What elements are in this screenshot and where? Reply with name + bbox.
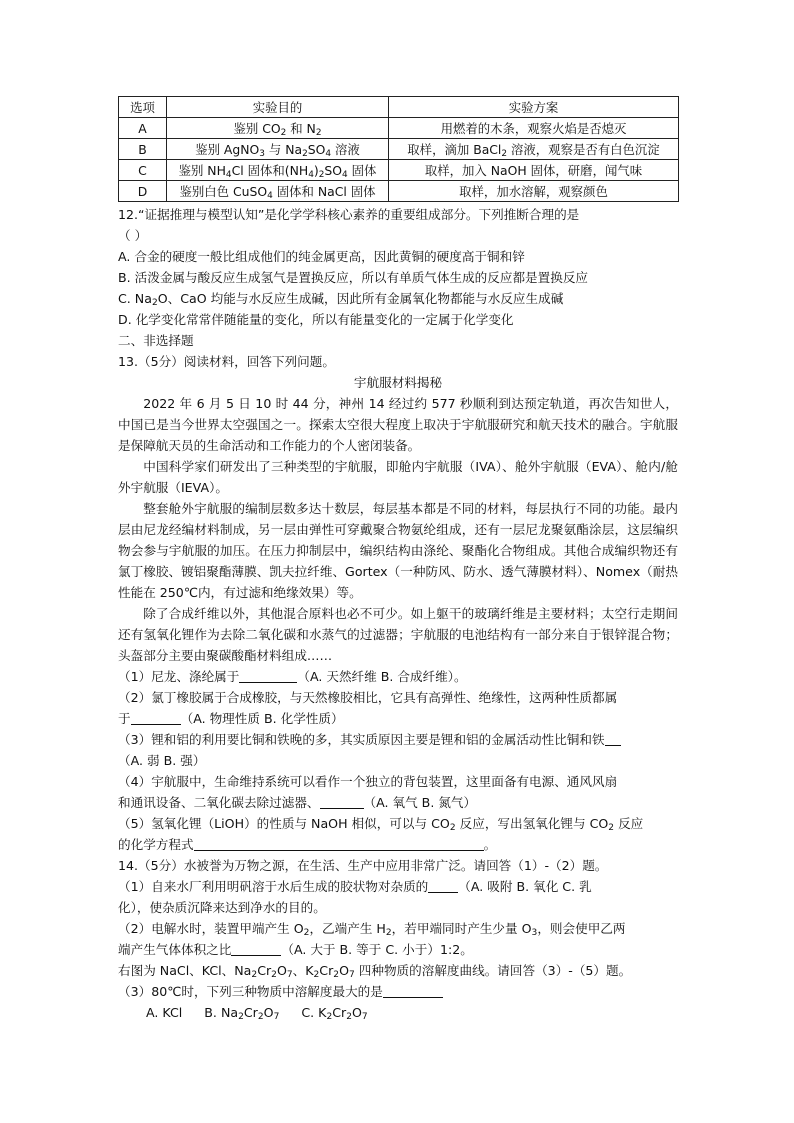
- table-row: [119, 118, 679, 139]
- goal-cell: 鉴别白色 CuSO$_4$ 固体和 NaCl 固体: [167, 181, 389, 202]
- q14-intro: 右图为 NaCl、KCl、$Na_2Cr_2O_7$、$K_2Cr_2O_7$ 四种物质的溶解度曲线。请回答（3）-（5）题。: [118, 963, 632, 980]
- q13-sub4-line2: 和通讯设备、二氧化碳去除过滤器、 （A. 氧气 B. 氮气）: [118, 795, 477, 810]
- option-a: A. KCl: [146, 1005, 183, 1020]
- q13-sub3-line2: （A. 弱 B. 强）: [118, 753, 206, 768]
- q14-stem: 14.（5分）水被誉为万物之源，在生活、生产中应用非常广泛。请回答（1）-（2）题。: [118, 858, 608, 873]
- article-paragraph-4: 除了合成纤维以外，其他混合原料也必不可少。如上躯干的玻璃纤维是主要材料；太空行走期间还有氢氧化锂作为去除二氧化碳和水蒸气的过滤器；宇航服的电池结构有一部分来自于银锌混合物；头盔部分主要由聚碳酸酯材料组成……: [118, 606, 678, 663]
- goal-cell: 鉴别 $CO_2$ 和 $N_2$: [167, 118, 389, 139]
- q14-sub1-line2: 化），使杂质沉降来达到净水的目的。: [118, 900, 326, 915]
- answer-blank[interactable]: [131, 710, 181, 725]
- table-row: [119, 139, 679, 160]
- table-header-option: 选项: [119, 97, 167, 118]
- q13-sub5-line2: 的化学方程式 。: [118, 837, 497, 852]
- plan-cell: 取样，加水溶解，观察颜色: [389, 181, 679, 202]
- answer-blank[interactable]: [239, 668, 297, 683]
- article-paragraph-1: 2022 年 6 月 5 日 10 时 44 分，神州 14 经过约 577 秒顺利到达预定轨道，再次告知世人，中国已是当今世界太空强国之一。探索太空很大程度上取决于宇航服研究和航天技术的融合。宇航服是保障航天员的生命活动和工作能力的个人密闭装备。: [118, 396, 678, 453]
- q12-paren: （ ）: [118, 228, 148, 243]
- plan-cell: 取样，滴加 BaCl$_2$ 溶液，观察是否有白色沉淀: [389, 139, 679, 160]
- option-label: A: [119, 118, 167, 139]
- q12-stem: 12.“证据推理与模型认知”是化学学科核心素养的重要组成部分。下列推断合理的是: [118, 207, 580, 222]
- plan-cell: 取样，加入 NaOH 固体，研磨，闻气味: [389, 160, 679, 181]
- option-c: C. $K_2Cr_2O_7$: [301, 1005, 368, 1022]
- q13-sub5-line1: （5）氢氧化锂（LiOH）的性质与 NaOH 相似，可以与 $CO_2$ 反应，写出氢氧化锂与 $CO_2$ 反应: [118, 816, 644, 833]
- answer-blank[interactable]: [194, 836, 484, 851]
- answer-blank[interactable]: [383, 983, 443, 998]
- option-label: B: [119, 139, 167, 160]
- answer-blank[interactable]: [320, 794, 364, 809]
- article-paragraph-2: 中国科学家们研发出了三种类型的宇航服，即舱内宇航服（IVA）、舱外宇航服（EVA）、舱内/舱外宇航服（IEVA）。: [118, 459, 678, 495]
- q14-sub2-line2: 端产生气体体积之比 （A. 大于 B. 等于 C. 小于）1:2。: [118, 942, 473, 957]
- table-row: [119, 160, 679, 181]
- option-b: B. $Na_2Cr_2O_7$: [204, 1005, 280, 1022]
- q14-sub2-line1: （2）电解水时，装置甲端产生 $O_2$，乙端产生 $H_2$，若甲端同时产生少量 $O_3$，则会使甲乙两: [118, 921, 626, 938]
- answer-blank[interactable]: [605, 731, 621, 746]
- q14-sub3-options: [146, 1002, 368, 1023]
- option-label: C: [119, 160, 167, 181]
- q13-sub4-line1: （4）宇航服中，生命维持系统可以看作一个独立的背包装置，这里面备有电源、通风风扇: [118, 774, 618, 789]
- q13-sub2-line1: （2）氯丁橡胶属于合成橡胶，与天然橡胶相比，它具有高弹性、绝缘性，这两种性质都属: [118, 690, 618, 705]
- q13-sub1: （1）尼龙、涤纶属于 （A. 天然纤维 B. 合成纤维）。: [118, 669, 467, 684]
- answer-blank[interactable]: [428, 878, 458, 893]
- table-header-plan: 实验方案: [389, 97, 679, 118]
- table-header-goal: 实验目的: [167, 97, 389, 118]
- q12-option-b: B. 活泼金属与酸反应生成氢气是置换反应，所以有单质气体生成的反应都是置换反应: [118, 270, 589, 285]
- goal-cell: 鉴别 AgNO$_3$ 与 $Na_2SO_4$ 溶液: [167, 139, 389, 160]
- q14-sub3: （3）80℃时，下列三种物质中溶解度最大的是: [118, 981, 443, 1002]
- section-heading: 二、非选择题: [118, 333, 194, 348]
- q12-option-d: D. 化学变化常常伴随能量的变化，所以有能量变化的一定属于化学变化: [118, 312, 514, 327]
- article-title: 宇航服材料揭秘: [353, 375, 443, 390]
- table-header-row: [119, 97, 679, 118]
- table-row: [119, 181, 679, 202]
- plan-cell: 用燃着的木条，观察火焰是否熄灭: [389, 118, 679, 139]
- goal-cell: 鉴别 $NH_4Cl$ 固体和$(NH_4)_2SO_4$ 固体: [167, 160, 389, 181]
- q14-sub1-line1: （1）自来水厂利用明矾溶于水后生成的胶状物对杂质的 （A. 吸附 B. 氧化 C. 乳: [118, 879, 592, 894]
- option-label: D: [119, 181, 167, 202]
- article-paragraph-3: 整套舱外宇航服的编制层数多达十数层，每层基本都是不同的材料，每层执行不同的功能。最内层由尼龙经编材料制成，另一层由弹性可穿戴聚合物氨纶组成，还有一层尼龙聚氨酯涂层，这层编织物会参与宇航服的加压。在压力抑制层中，编织结构由涤纶、聚酯化合物组成。其他合成编织物还有氯丁橡胶、镀铝聚酯薄膜、凯夫拉纤维、Gortex（一种防风、防水、透气薄膜材料）、Nomex（耐热性能在 250℃内，有过滤和绝缘效果）等。: [118, 501, 678, 600]
- q13-sub2-line2: 于 （A. 物理性质 B. 化学性质）: [118, 711, 344, 726]
- answer-blank[interactable]: [231, 941, 281, 956]
- q13-stem: 13.（5分）阅读材料，回答下列问题。: [118, 354, 335, 369]
- q12-option-a: A. 合金的硬度一般比组成他们的纯金属更高，因此黄铜的硬度高于铜和锌: [118, 249, 525, 264]
- q12-option-c: C. $Na_2O$、CaO 均能与水反应生成碱，因此所有金属氧化物都能与水反应生成碱: [118, 291, 564, 308]
- experiment-table: [118, 96, 679, 202]
- q13-sub3-line1: （3）锂和铝的利用要比铜和铁晚的多，其实质原因主要是锂和铝的金属活动性比铜和铁: [118, 729, 621, 750]
